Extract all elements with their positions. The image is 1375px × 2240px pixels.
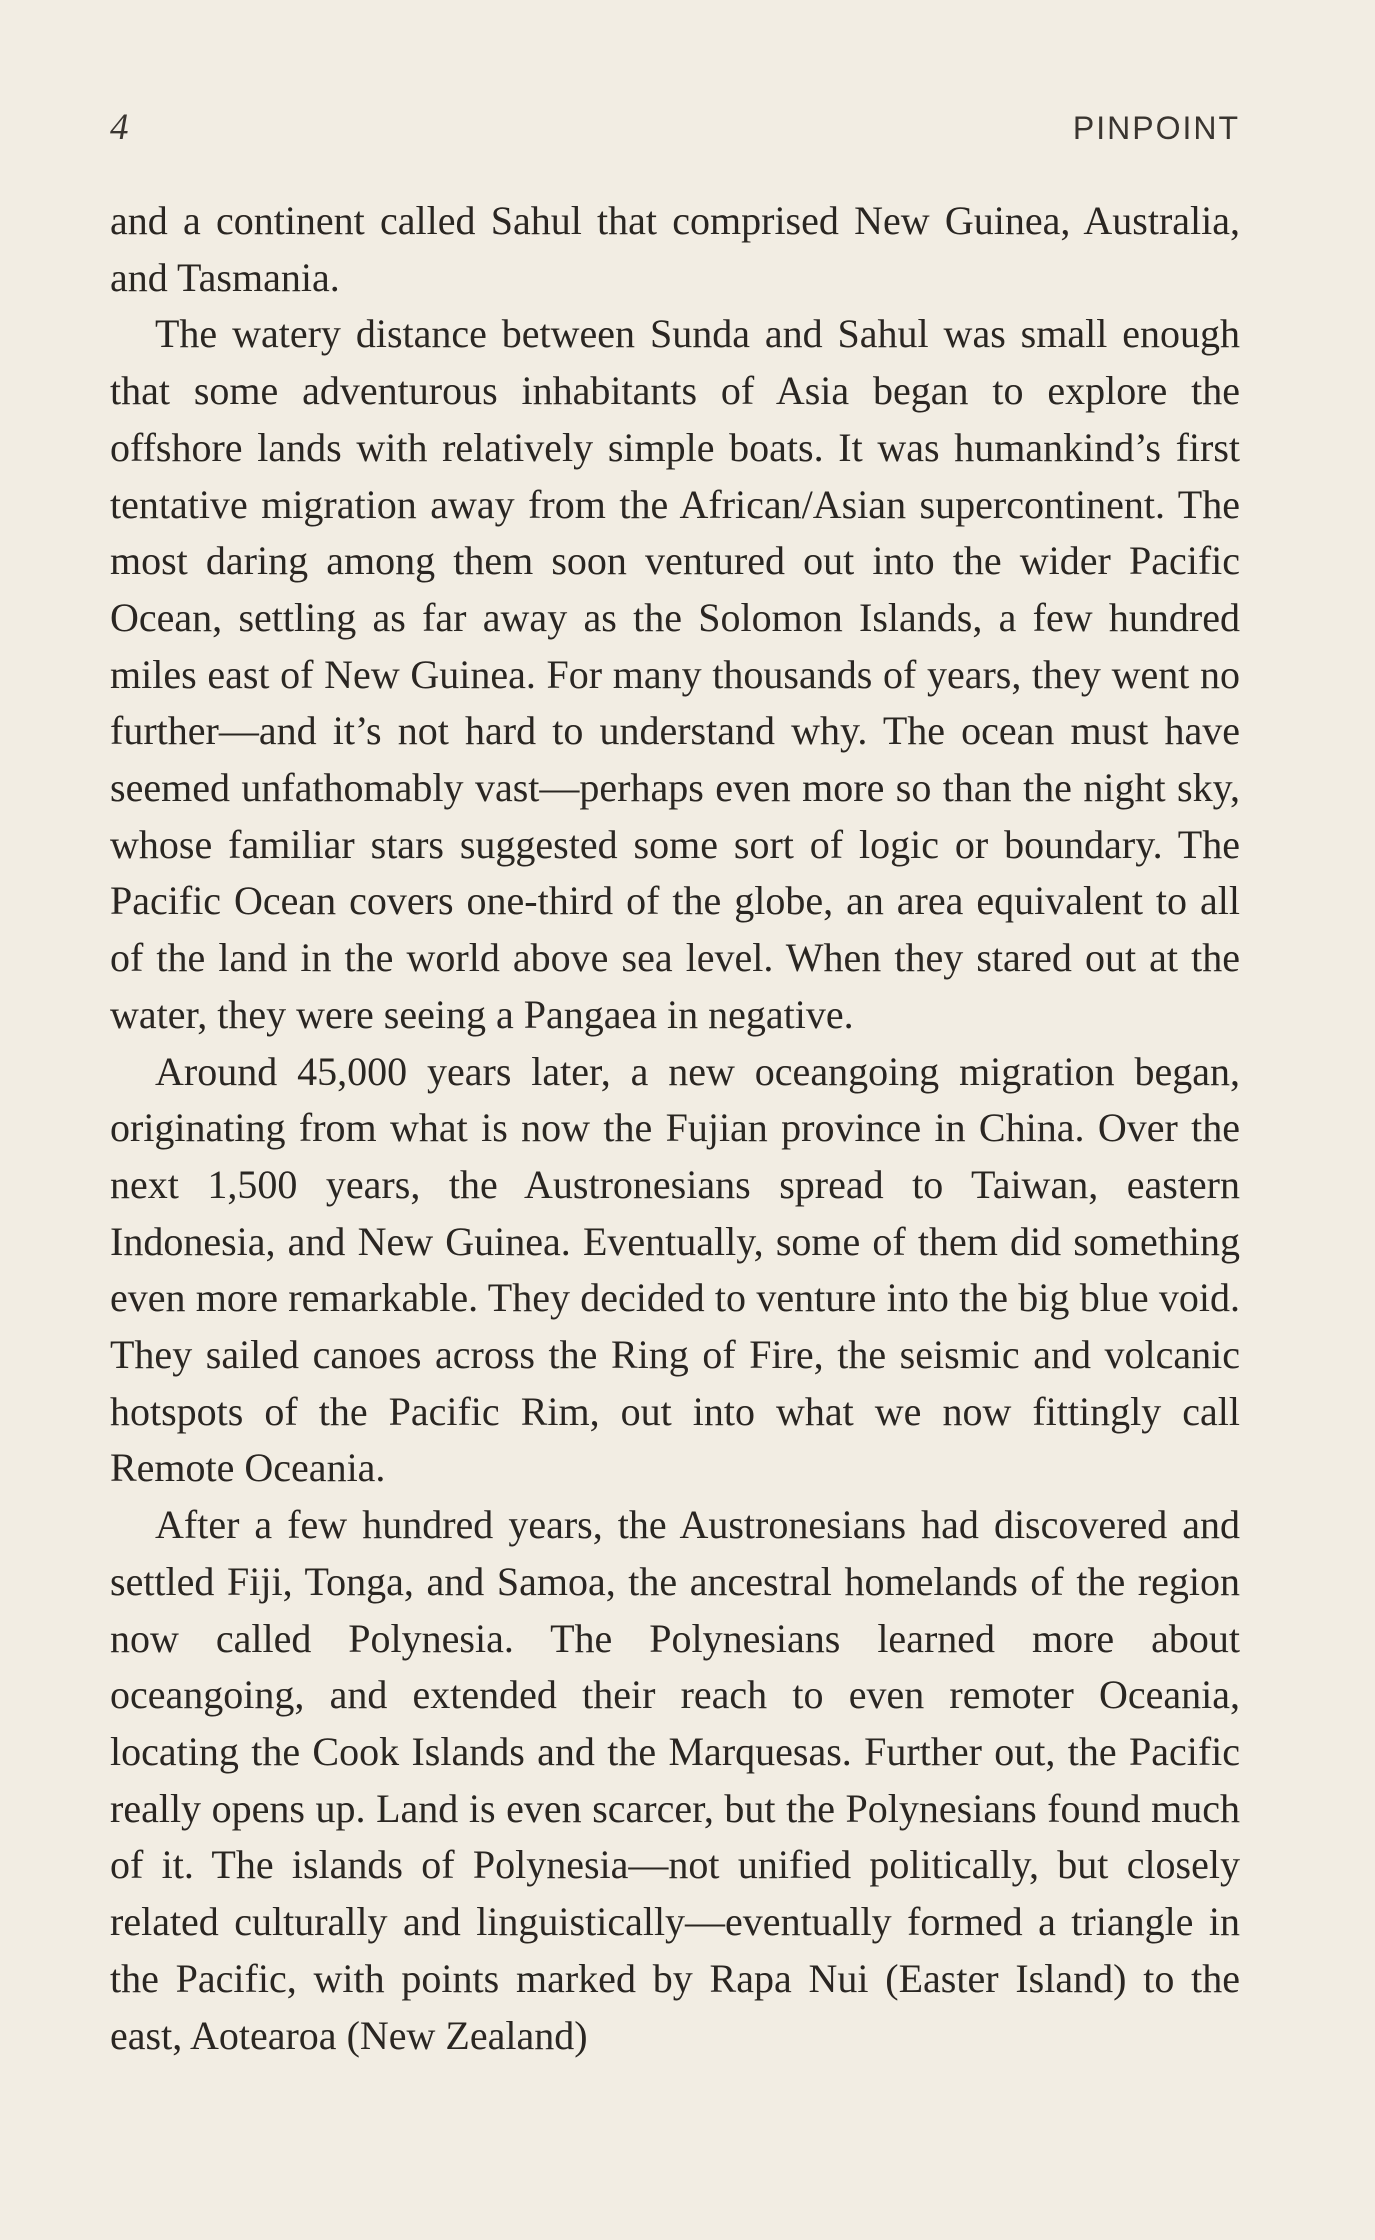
- page-number: 4: [110, 107, 129, 148]
- paragraph-continuation: and a continent called Sahul that comprised New Guinea, Australia, and Tasmania.: [110, 198, 1240, 300]
- paragraph: The watery distance between Sunda and Sahul was small enough that some adventurous inhabitants of Asia began to explore the offshore lands with relatively simple boats. It was humankind’s first tentative migration away from the African/​Asian supercontinent. The most daring among them soon ventured out into the wider Pacific Ocean, settling as far away as the Solomon Islands, a few hundred miles east of New Guinea. For many thousands of years, they went no further—and it’s not hard to understand why. The ocean must have seemed unfathomably vast—perhaps even more so than the night sky, whose familiar stars suggested some sort of logic or boundary. The Pacific Ocean covers one-third of the globe, an area equivalent to all of the land in the world above sea level. When they stared out at the water, they were seeing a Pangaea in negative.: [110, 311, 1240, 1037]
- paragraph: After a few hundred years, the Austronesians had discovered and settled Fiji, Tonga, and Samoa, the ancestral homelands of the region now called Polynesia. The Polynesians learned more about oceangoing, and extended their reach to even remoter Oceania, locating the Cook Islands and the Marquesas. Further out, the Pacific really opens up. Land is even scarcer, but the Polynesians found much of it. The islands of Polynesia—not unified politically, but closely related culturally and linguistically—​eventually formed a triangle in the Pacific, with points marked by Rapa Nui (Easter Island) to the east, Aotearoa (New Zealand): [110, 1502, 1240, 2058]
- body-text: [110, 193, 1240, 2064]
- paragraph: Around 45,000 years later, a new oceangoing migration began, originating from what is now the Fujian province in China. Over the next 1,500 years, the Austronesians spread to Taiwan, eastern Indonesia, and New Guinea. Eventually, some of them did something even more remarkable. They decided to venture into the big blue void. They sailed canoes across the Ring of Fire, the seismic and volcanic hotspots of the Pacific Rim, out into what we now fittingly call Remote Oceania.: [110, 1048, 1240, 1491]
- page-header: [110, 103, 1240, 153]
- running-head: PINPOINT: [1072, 110, 1240, 146]
